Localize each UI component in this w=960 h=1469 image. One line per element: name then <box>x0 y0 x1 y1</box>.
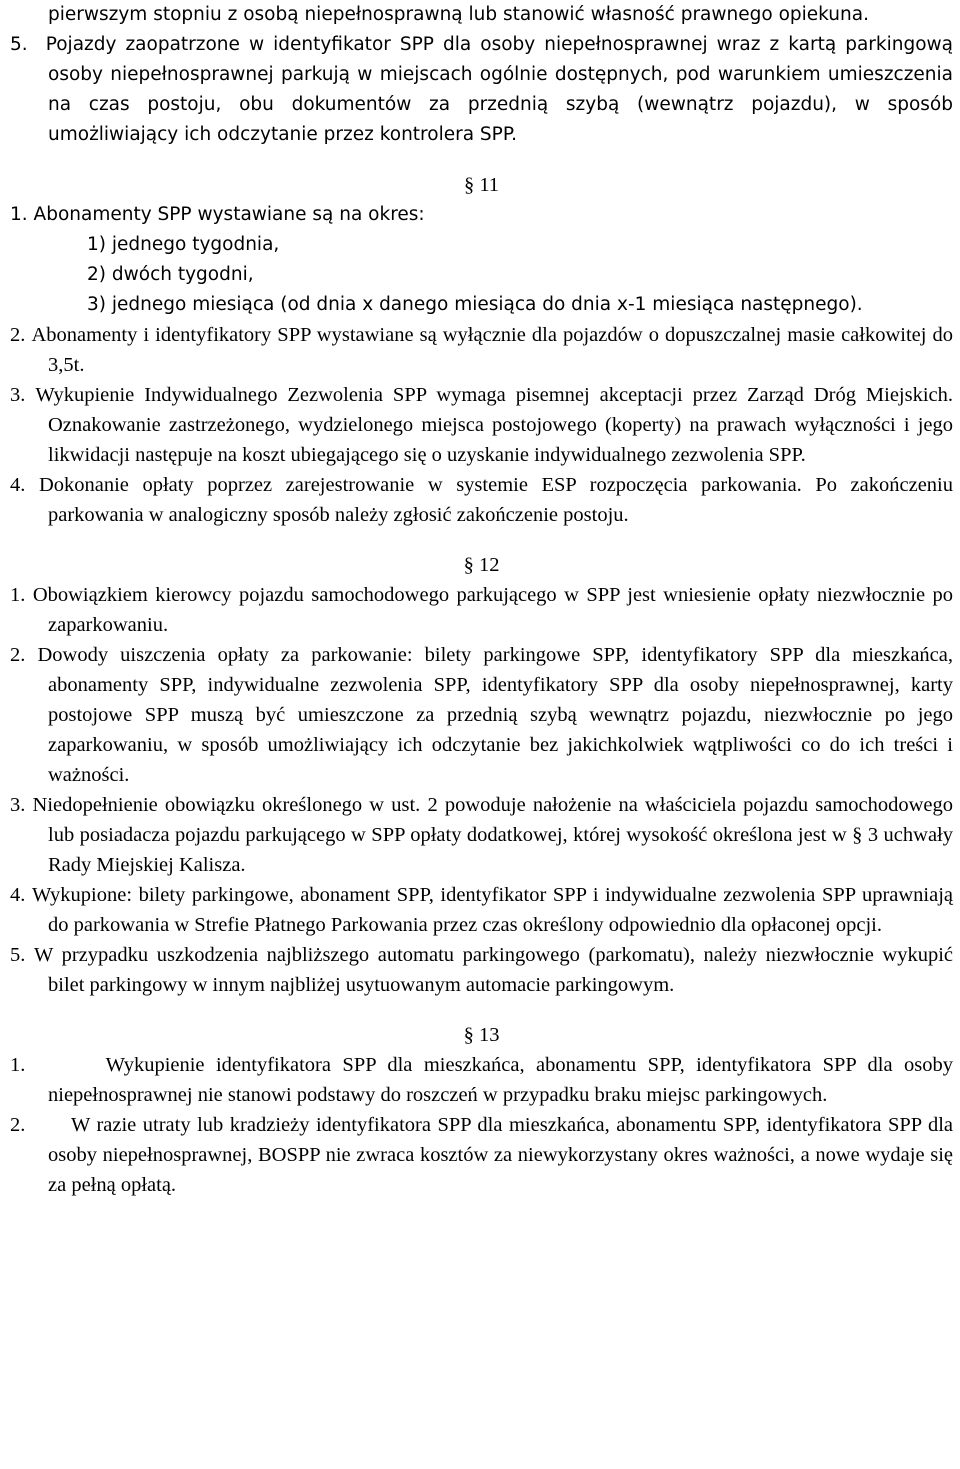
item-number: 2. <box>10 644 26 666</box>
item-number: 1. <box>10 204 28 225</box>
item-text: Wykupione: bilety parkingowe, abonament SPP, identyfikator SPP i indywidualne zezwolenia SPP uprawniają do parkowania w Strefie Płatnego Parkowania przez czas określony odpowiednio dla opłaconej opcji. <box>31 884 954 936</box>
list-item <box>10 1050 953 1110</box>
list-item <box>10 320 953 380</box>
item-text: W razie utraty lub kradzieży identyfikatora SPP dla mieszkańca, abonamentu SPP, identyfikatora SPP dla osoby niepełnosprawnej, BOSPP nie zwraca kosztów za niewykorzystany okres ważności, a nowe wydaje się za pełną opłatą. <box>48 1114 953 1196</box>
list-item <box>10 790 953 880</box>
item-number: 4. <box>10 474 26 496</box>
item-text: Abonamenty i identyfikatory SPP wystawiane są wyłącznie dla pojazdów o dopuszczalnej masie całkowitej do 3,5t. <box>31 324 954 376</box>
section-heading: § 11 <box>463 174 500 196</box>
item-text: Pojazdy zaopatrzone w identyfikator SPP dla osoby niepełnosprawnej wraz z kartą parkingową osoby niepełnosprawnej parkują w miejscach ogólnie dostępnych, pod warunkiem umieszczenia na czas postoju, obu dokumentów za przednią szybą (wewnątrz pojazdu), w sposób umożliwiający ich odczytanie przez kontrolera SPP. <box>45 34 953 145</box>
item-number: 2. <box>10 1114 26 1136</box>
item-number: 5. <box>10 944 26 966</box>
item-text: Obowiązkiem kierowcy pojazdu samochodowego parkującego w SPP jest wniesienie opłaty niezwłocznie po zaparkowaniu. <box>32 584 954 636</box>
item-number: 2. <box>10 324 26 346</box>
item-number: 1. <box>10 584 26 606</box>
item-text: Dokonanie opłaty poprzez zarejestrowanie w systemie ESP rozpoczęcia parkowania. Po zakończeniu parkowania w analogiczny sposób należy zgłosić zakończenie postoju. <box>38 474 953 526</box>
section-heading: § 13 <box>463 1024 500 1046</box>
list-item <box>10 940 953 1000</box>
sub-list-item <box>10 290 953 320</box>
list-item <box>10 200 953 230</box>
item-text: jednego tygodnia, <box>111 234 280 255</box>
item-text: dwóch tygodni, <box>111 264 254 285</box>
item-text: Wykupienie Indywidualnego Zezwolenia SPP wymaga pisemnej akceptacji przez Zarząd Dróg Miejskich. Oznakowanie zastrzeżonego, wydzielonego miejsca postojowego (koperty) na prawach wyłączności i jego likwidacji następuje na koszt ubiegającego się o uzyskanie indywidualnego zezwolenia SPP. <box>35 384 954 466</box>
list-item <box>10 580 953 640</box>
item-number: 2) <box>87 264 106 285</box>
sub-list-item <box>10 230 953 260</box>
item-text: Abonamenty SPP wystawiane są na okres: <box>33 204 425 225</box>
item-number: 4. <box>10 884 26 906</box>
item-number: 1) <box>87 234 106 255</box>
list-item <box>10 640 953 790</box>
item-text: jednego miesiąca (od dnia x danego miesiąca do dnia x-1 miesiąca następnego). <box>111 294 863 315</box>
list-item <box>10 880 953 940</box>
list-item <box>10 1110 953 1200</box>
item-text: Dowody uiszczenia opłaty za parkowanie: bilety parkingowe SPP, identyfikatory SPP dla mieszkańca, abonamenty SPP, indywidualne zezwolenia SPP, identyfikatory SPP dla osoby niepełnosprawnej, karty postojowe SPP muszą być umieszczone za przednią szybą wewnątrz pojazdu, niezwłocznie po jego zaparkowaniu, w sposób umożliwiający ich odczytanie bez jakichkolwiek wątpliwości co do ich treści i ważności. <box>37 644 954 786</box>
section-heading: § 12 <box>463 554 500 576</box>
item-number: 3. <box>10 794 26 816</box>
list-item <box>10 470 953 530</box>
continuation-paragraph: pierwszym stopniu z osobą niepełnosprawną lub stanowić własność prawnego opiekuna. <box>48 4 869 25</box>
list-item <box>10 30 953 150</box>
item-text: Wykupienie identyfikatora SPP dla mieszkańca, abonamentu SPP, identyfikatora SPP dla osoby niepełnosprawnej nie stanowi podstawy do roszczeń w przypadku braku miejsc parkingowych. <box>48 1054 954 1106</box>
item-text: Niedopełnienie obowiązku określonego w ust. 2 powoduje nałożenie na właściciela pojazdu samochodowego lub posiadacza pojazdu parkującego w SPP opłaty dodatkowej, której wysokość określona jest w § 3 uchwały Rady Miejskiej Kalisza. <box>32 794 953 876</box>
item-text: W przypadku uszkodzenia najbliższego automatu parkingowego (parkomatu), należy niezwłocznie wykupić bilet parkingowy w innym najbliżej usytuowanym automacie parkingowym. <box>34 944 954 996</box>
item-number: 3) <box>87 294 106 315</box>
item-number: 1. <box>10 1054 26 1076</box>
list-item <box>10 380 953 470</box>
item-number: 3. <box>10 384 26 406</box>
sub-list-item <box>10 260 953 290</box>
item-number: 5. <box>10 34 28 55</box>
